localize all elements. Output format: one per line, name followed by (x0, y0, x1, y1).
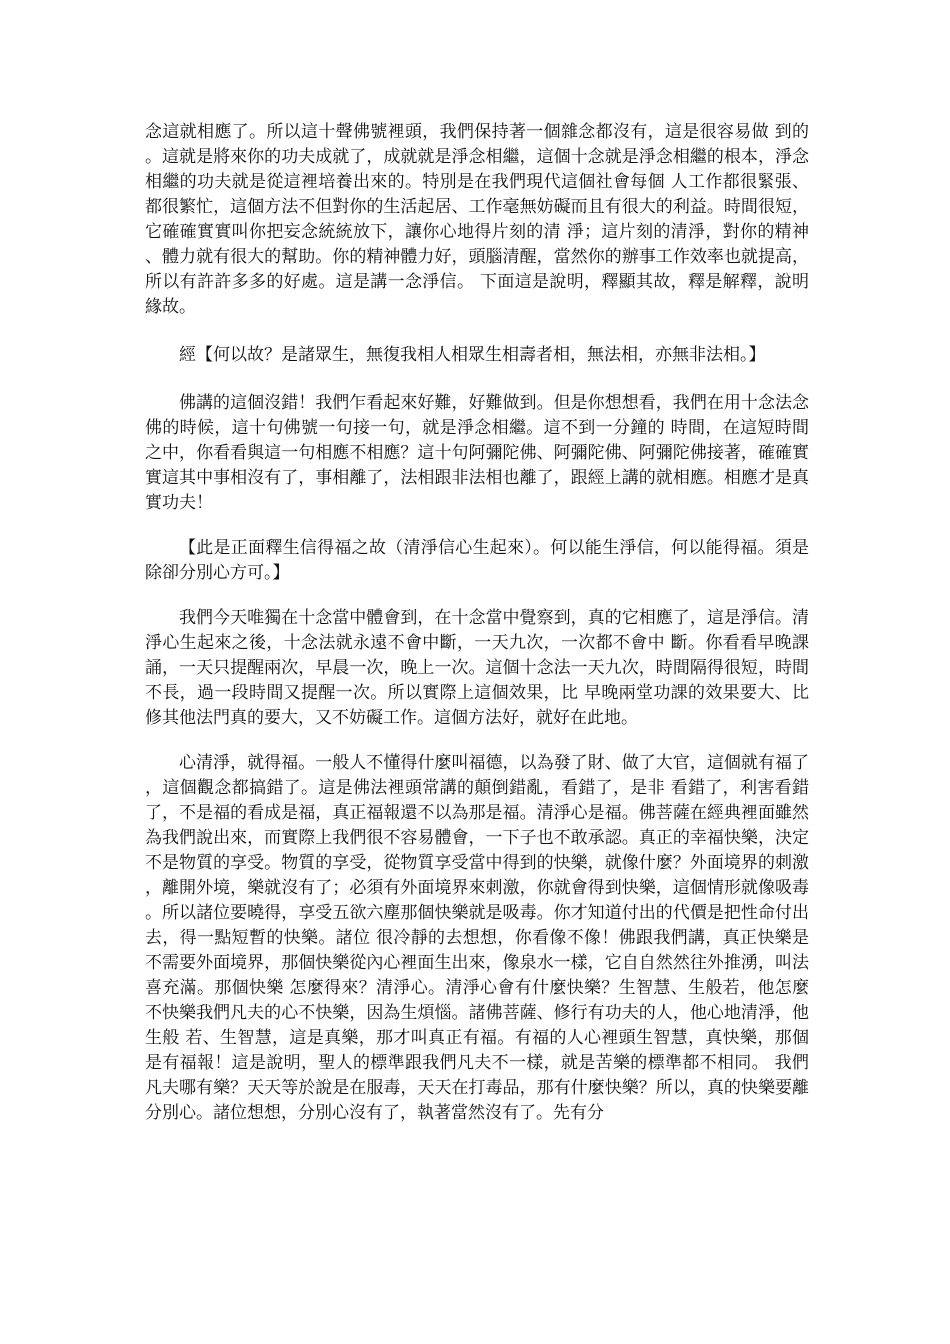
commentary-quote: 【此是正面釋生信得福之故（清淨信心生起來）。何以能生淨信，何以能得福。須是除卻分別心方可。】 (145, 538, 809, 583)
sutra-quote: 經【何以故？是諸眾生，無復我相人相眾生相壽者相，無法相，亦無非法相。】 (179, 345, 766, 365)
paragraph-6: 心清淨，就得福。一般人不懂得什麼叫福德，以為發了財、做了大官，這個就有福了，這個觀念都搞錯了。這是佛法裡頭常講的顛倒錯亂，看錯了，是非 看錯了，利害看錯了，不是福的看成是福，真正福報還不以為那是福。清淨心是福。佛菩薩在經典裡面雖然為我們說出來，而實際上我們很不容易體會，一下子也不敢承認。真正的幸福快樂，決定不是物質的享受。物質的享受，從物質享受當中得到的快樂，就像什麼？外面境界的刺激，離開外境，樂就沒有了；必須有外面境界來刺激，你就會得到快樂，這個情形就像吸毒。所以諸位要曉得，享受五欲六塵那個快樂就是吸毒。你才知道付出的代價是把性命付出去，得一點短暫的快樂。諸位 很冷靜的去想想，你看像不像！佛跟我們講，真正快樂是不需要外面境界，那個快樂從內心裡面生出來，像泉水一樣，它自自然然往外推湧，叫法喜充滿。那個快樂 怎麼得來？清淨心。清淨心會有什麼快樂？生智慧、生般若，他怎麼不快樂我們凡夫的心不快樂，因為生煩惱。諸佛菩薩、修行有功夫的人，他心地清淨，他生般 若、生智慧，這是真樂，那才叫真正有福。有福的人心裡頭生智慧，真快樂，那個是有福報！這是說明，聖人的標準跟我們凡夫不一樣，就是苦樂的標準都不相同。 我們凡夫哪有樂？天天等於說是在服毒，天天在打毒品，那有什麼快樂？所以，真的快樂要離分別心。諸位想想，分別心沒有了，執著當然沒有了。先有分 (145, 753, 809, 1123)
document-page (145, 120, 809, 1126)
paragraph-3: 佛講的這個沒錯！我們乍看起來好難，好難做到。但是你想想看，我們在用十念法念佛的時候，這十句佛號一句接一句，就是淨念相繼。這不到一分鐘的 時間，在這短時間之中，你看看與這一句相應不相應？這十句阿彌陀佛、阿彌陀佛、阿彌陀佛接著，確確實實這其中事相沒有了，事相離了，法相跟非法相也離了，跟經上講的就相應。相應才是真實功夫！ (145, 393, 809, 513)
paragraph-1: 念這就相應了。所以這十聲佛號裡頭，我們保持著一個雜念都沒有，這是很容易做 到的。這就是將來你的功夫成就了，成就就是淨念相繼，這個十念就是淨念相繼的根本，淨念相繼的功夫就是從這裡培養出來的。特別是在我們現代這個社會每個 人工作都很緊張、都很繁忙，這個方法不但對你的生活起居、工作毫無妨礙而且有很大的利益。時間很短，它確確實實叫你把妄念統統放下，讓你心地得片刻的清 淨；這片刻的清淨，對你的精神、體力就有很大的幫助。你的精神體力好，頭腦清醒，當然你的辦事工作效率也就提高，所以有許許多多的好處。這是講一念淨信。 下面這是說明，釋顯其故，釋是解釋，說明緣故。 (145, 122, 809, 317)
paragraph-5: 我們今天唯獨在十念當中體會到，在十念當中覺察到，真的它相應了，這是淨信。清淨心生起來之後，十念法就永遠不會中斷，一天九次，一次都不會中 斷。你看看早晚課誦，一天只提醒兩次，早晨一次，晚上一次。這個十念法一天九次，時間隔得很短，時間不長，過一段時間又提醒一次。所以實際上這個效果，比 早晚兩堂功課的效果要大、比修其他法門真的要大，又不妨礙工作。這個方法好，就好在此地。 (145, 608, 809, 728)
